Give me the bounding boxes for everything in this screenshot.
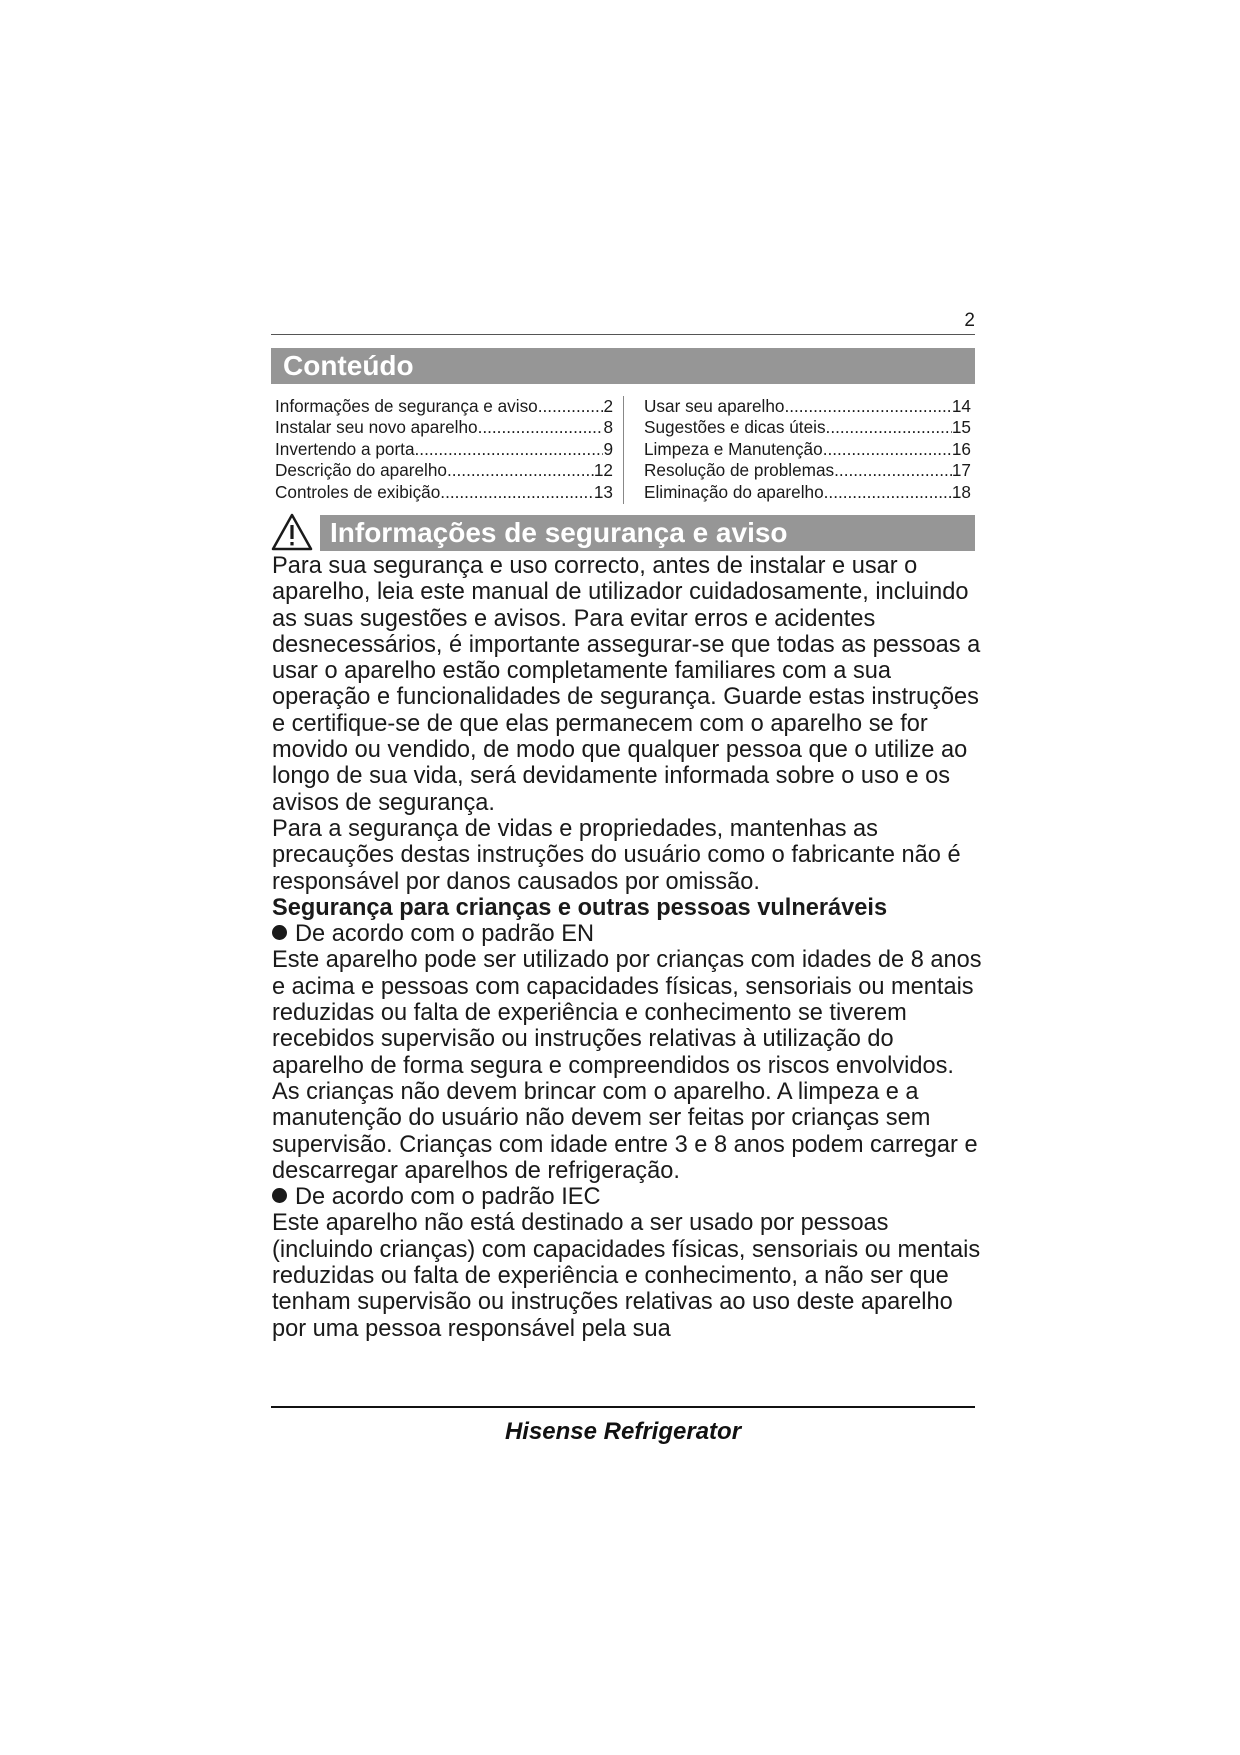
- toc-left-column: [275, 396, 613, 503]
- toc-entry-title: Informações de segurança e aviso: [275, 396, 538, 416]
- header-divider: [271, 334, 975, 335]
- contents-heading: Conteúdo: [271, 348, 975, 384]
- iec-standard-label: De acordo com o padrão IEC: [295, 1184, 601, 1211]
- toc-entry-title: Instalar seu novo aparelho: [275, 417, 478, 438]
- toc-entry[interactable]: [275, 439, 613, 460]
- en-standard-label: De acordo com o padrão EN: [295, 921, 595, 948]
- toc-entry-page: 17: [951, 460, 971, 481]
- page-number: 2: [964, 310, 975, 331]
- toc-entry-page: 13: [593, 481, 613, 502]
- en-standard-bullet: [272, 921, 984, 947]
- footer-divider: [271, 1406, 975, 1408]
- toc-leader: [824, 482, 952, 503]
- toc-right-column: [644, 396, 971, 503]
- toc-leader: [440, 482, 594, 503]
- toc-entry[interactable]: [275, 417, 613, 438]
- toc-entry-title: Limpeza e Manutenção: [644, 438, 823, 459]
- toc-column-divider: [623, 396, 624, 504]
- toc-entry-title: Descrição do aparelho: [275, 460, 447, 481]
- toc-entry[interactable]: [644, 482, 971, 503]
- toc-entry-page: 12: [593, 460, 613, 481]
- toc-entry-title: Controles de exibição: [275, 481, 441, 502]
- toc-entry-title: Invertendo a porta: [275, 438, 415, 459]
- toc-entry-page: 8: [603, 417, 613, 438]
- bullet-dot-icon: [272, 925, 287, 940]
- toc-entry[interactable]: [644, 460, 971, 481]
- toc-entry-page: 18: [951, 481, 971, 502]
- toc-entry-page: 16: [951, 438, 971, 459]
- safety-intro-paragraph: Para sua segurança e uso correcto, antes de instalar e usar o aparelho, leia este manual de utilizador cuidadosamente, incluindo as suas sugestões e avisos. Para evitar erros e acidentes desnecessários, é importante assegurar-se que todas as pessoas a usar o aparelho estão completamente familiares com a sua operação e funcionalidades de segurança. Guarde estas instruções e certifique-se de que elas permanecem com o aparelho se for movido ou vendido, de modo que qualquer pessoa que o utilize ao longo de sua vida, será devidamente informada sobre o uso e os avisos de segurança.: [272, 553, 981, 816]
- warning-triangle-icon: [270, 512, 314, 552]
- footer-brand-logo: Hisense Refrigerator: [504, 1418, 742, 1445]
- toc-entry-title: Usar seu aparelho: [644, 396, 785, 416]
- toc-leader: [478, 417, 604, 438]
- toc-leader: [415, 439, 604, 460]
- en-standard-paragraph: Este aparelho pode ser utilizado por crianças com idades de 8 anos e acima e pessoas com capacidades físicas, sensoriais ou mentais reduzidas ou falta de experiência e conhecimento se tiverem recebidos supervisão ou instruções relativas à utilização do aparelho de forma segura e compreendidos os riscos envolvidos. As crianças não devem brincar com o aparelho. A limpeza e a manutenção do usuário não devem ser feitas por crianças sem supervisão. Crianças com idade entre 3 e 8 anos podem carregar e descarregar aparelhos de refrigeração.: [272, 947, 982, 1184]
- toc-leader: [826, 417, 952, 438]
- toc-entry[interactable]: [275, 482, 613, 503]
- toc-leader: [447, 460, 594, 481]
- toc-entry[interactable]: [644, 396, 971, 417]
- toc-entry[interactable]: [275, 396, 613, 417]
- toc-entry-page: 2: [603, 396, 613, 416]
- children-safety-subheading: Segurança para crianças e outras pessoas vulneráveis: [272, 894, 888, 921]
- toc-entry-title: Sugestões e dicas úteis: [644, 417, 826, 438]
- iec-standard-paragraph: Este aparelho não está destinado a ser usado por pessoas (incluindo crianças) com capacidades físicas, sensoriais ou mentais reduzidas ou falta de experiência e conhecimento, a não ser que tenham supervisão ou instruções relativas ao uso deste aparelho por uma pessoa responsável pela sua: [272, 1210, 981, 1342]
- toc-entry-page: 15: [951, 417, 971, 438]
- safety-body: [272, 553, 984, 1342]
- iec-standard-bullet: [272, 1184, 984, 1210]
- toc-entry-title: Resolução de problemas: [644, 460, 835, 481]
- toc-entry-title: Eliminação do aparelho: [644, 481, 824, 502]
- toc-entry[interactable]: [644, 417, 971, 438]
- property-paragraph: Para a segurança de vidas e propriedades, mantenhas as precauções destas instruções do usuário como o fabricante não é responsável por danos causados por omissão.: [272, 815, 961, 895]
- toc-leader: [834, 460, 952, 481]
- toc-entry-page: 9: [603, 438, 613, 459]
- toc-entry-page: 14: [951, 396, 971, 416]
- toc-entry[interactable]: [275, 460, 613, 481]
- toc-leader: [823, 439, 952, 460]
- toc-leader: [784, 396, 951, 417]
- toc-entry[interactable]: [644, 439, 971, 460]
- bullet-dot-icon: [272, 1188, 287, 1203]
- toc-leader: [538, 396, 604, 417]
- safety-heading: Informações de segurança e aviso: [320, 515, 975, 551]
